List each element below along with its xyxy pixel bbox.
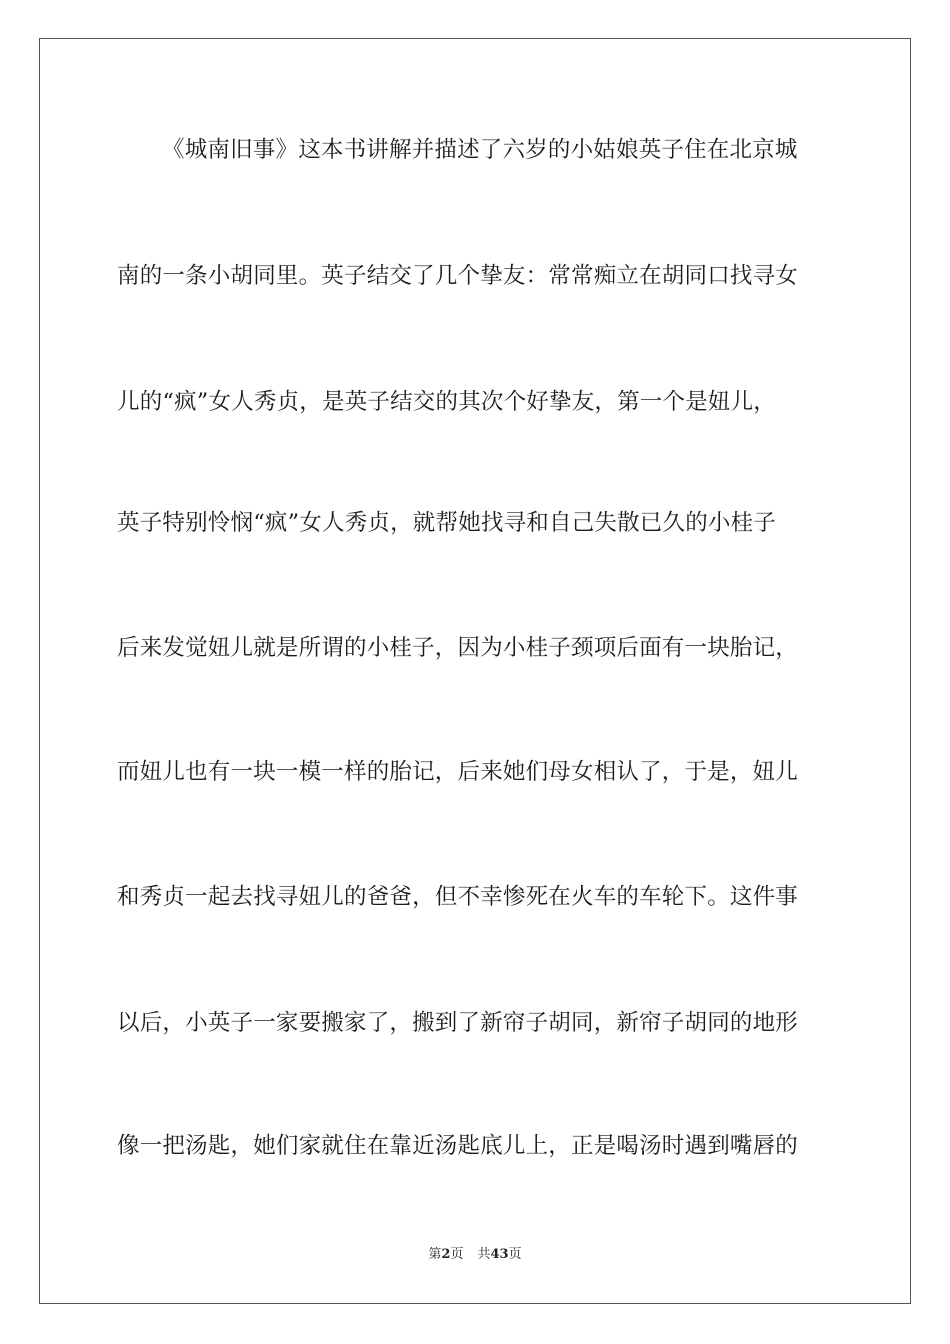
page-footer [0,1246,950,1264]
text-line: 《城南旧事》这本书讲解并描述了六岁的小姑娘英子住在北京城 [162,137,798,163]
page-suffix: 页 [450,1247,464,1262]
text-line: 以后，小英子一家要搬家了，搬到了新帘子胡同，新帘子胡同的地形 [117,1010,799,1036]
total-suffix: 页 [508,1247,522,1262]
text-line: 儿的“疯”女人秀贞，是英子结交的其次个好挚友，第一个是妞儿， [117,389,777,415]
text-line: 像一把汤匙，她们家就住在靠近汤匙底儿上，正是喝汤时遇到嘴唇的 [117,1133,799,1159]
page-prefix: 第 [428,1247,442,1262]
page-number: 2 [441,1247,451,1262]
text-line: 英子特别怜悯“疯”女人秀贞，就帮她找寻和自己失散已久的小桂子 [117,510,777,536]
total-pages: 43 [490,1247,509,1262]
total-prefix: 共 [477,1247,491,1262]
text-line: 南的一条小胡同里。英子结交了几个挚友：常常痴立在胡同口找寻女 [117,263,799,289]
text-line: 和秀贞一起去找寻妞儿的爸爸，但不幸惨死在火车的车轮下。这件事 [117,884,799,910]
text-line: 后来发觉妞儿就是所谓的小桂子，因为小桂子颈项后面有一块胎记， [117,635,799,661]
text-line: 而妞儿也有一块一模一样的胎记，后来她们母女相认了，于是，妞儿 [117,759,799,785]
page-border [39,38,911,1304]
